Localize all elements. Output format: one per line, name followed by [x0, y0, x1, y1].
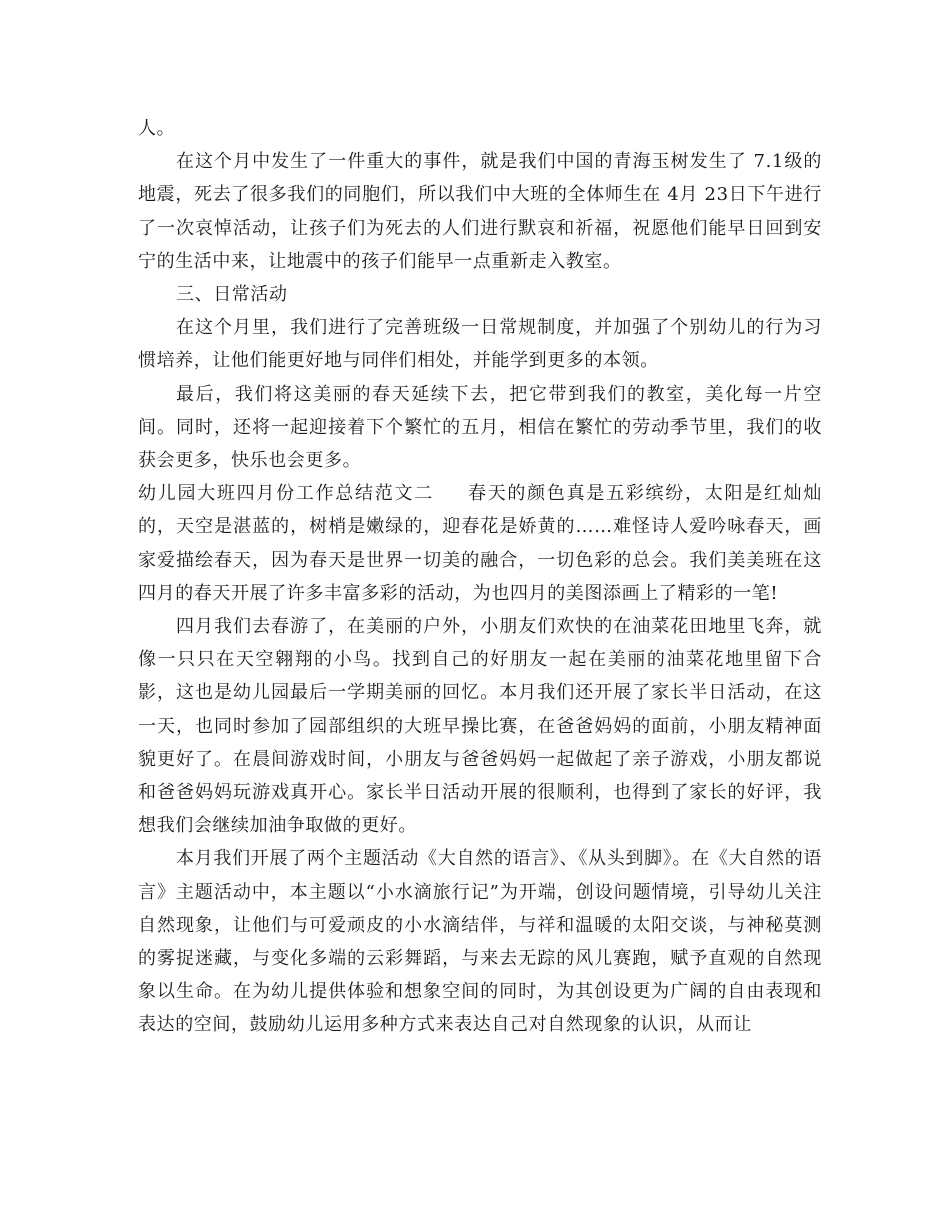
paragraph-conclusion: 最后，我们将这美丽的春天延续下去，把它带到我们的教室，美化每一片空间。同时，还将一起迎接着下个繁忙的五月，相信在繁忙的劳动季节里，我们的收获会更多，快乐也会更多。 [138, 383, 822, 472]
article-title: 幼儿园大班四月份工作总结范文二 [138, 483, 434, 505]
paragraph-spring-outing: 四月我们去春游了，在美丽的户外，小朋友们欢快的在油菜花田地里飞奔，就像一只只在天空翱翔的小鸟。找到自己的好朋友一起在美丽的油菜花地里留下合影，这也是幼儿园最后一学期美丽的回忆。本月我们还开展了家长半日活动，在这一天，也同时参加了园部组织的大班早操比赛，在爸爸妈妈的面前，小朋友精神面貌更好了。在晨间游戏时间，小朋友与爸爸妈妈一起做起了亲子游戏，小朋友都说和爸爸妈妈玩游戏真开心。家长半日活动开展的很顺利，也得到了家长的好评，我想我们会继续加油争取做的更好。 [138, 616, 822, 837]
paragraph-earthquake: 在这个月中发生了一件重大的事件，就是我们中国的青海玉树发生了 7.1级的地震，死去了很多我们的同胞们，所以我们中大班的全体师生在 4月 23日下午进行了一次哀悼活动，让孩子们为死去的人们进行默哀和祈福，祝愿他们能早日回到安宁的生活中来，让地震中的孩子们能早一点重新走入教室。 [138, 151, 822, 272]
paragraph-continuation: 人。 [138, 118, 176, 139]
document-body [138, 112, 822, 1042]
paragraph-spring-intro: 春天的颜色真是五彩缤纷，太阳是红灿灿的，天空是湛蓝的，树梢是嫩绿的，迎春花是娇黄的……难怪诗人爱吟咏春天，画家爱描绘春天，因为春天是世界一切美的融合，一切色彩的总会。我们美美班在这四月的春天开展了许多丰富多彩的活动，为也四月的美图添画上了精彩的一笔! [138, 483, 822, 604]
section-heading-daily-activities: 三、日常活动 [176, 284, 288, 306]
paragraph-theme-activities: 本月我们开展了两个主题活动《大自然的语言》、《从头到脚》。在《大自然的语言》主题活动中，本主题以“小水滴旅行记”为开端，创设问题情境，引导幼儿关注自然现象，让他们与可爱顽皮的小水滴结伴，与祥和温暖的太阳交谈，与神秘莫测的雾捉迷藏，与变化多端的云彩舞蹈，与来去无踪的风儿赛跑，赋予直观的自然现象以生命。在为幼儿提供体验和想象空间的同时，为其创设更为广阔的自由表现和表达的空间，鼓励幼儿运用多种方式来表达自己对自然现象的认识，从而让 [138, 848, 822, 1036]
paragraph-article-two [138, 477, 822, 610]
paragraph-daily-routine: 在这个月里，我们进行了完善班级一日常规制度，并加强了个别幼儿的行为习惯培养，让他们能更好地与同伴们相处，并能学到更多的本领。 [138, 317, 822, 372]
